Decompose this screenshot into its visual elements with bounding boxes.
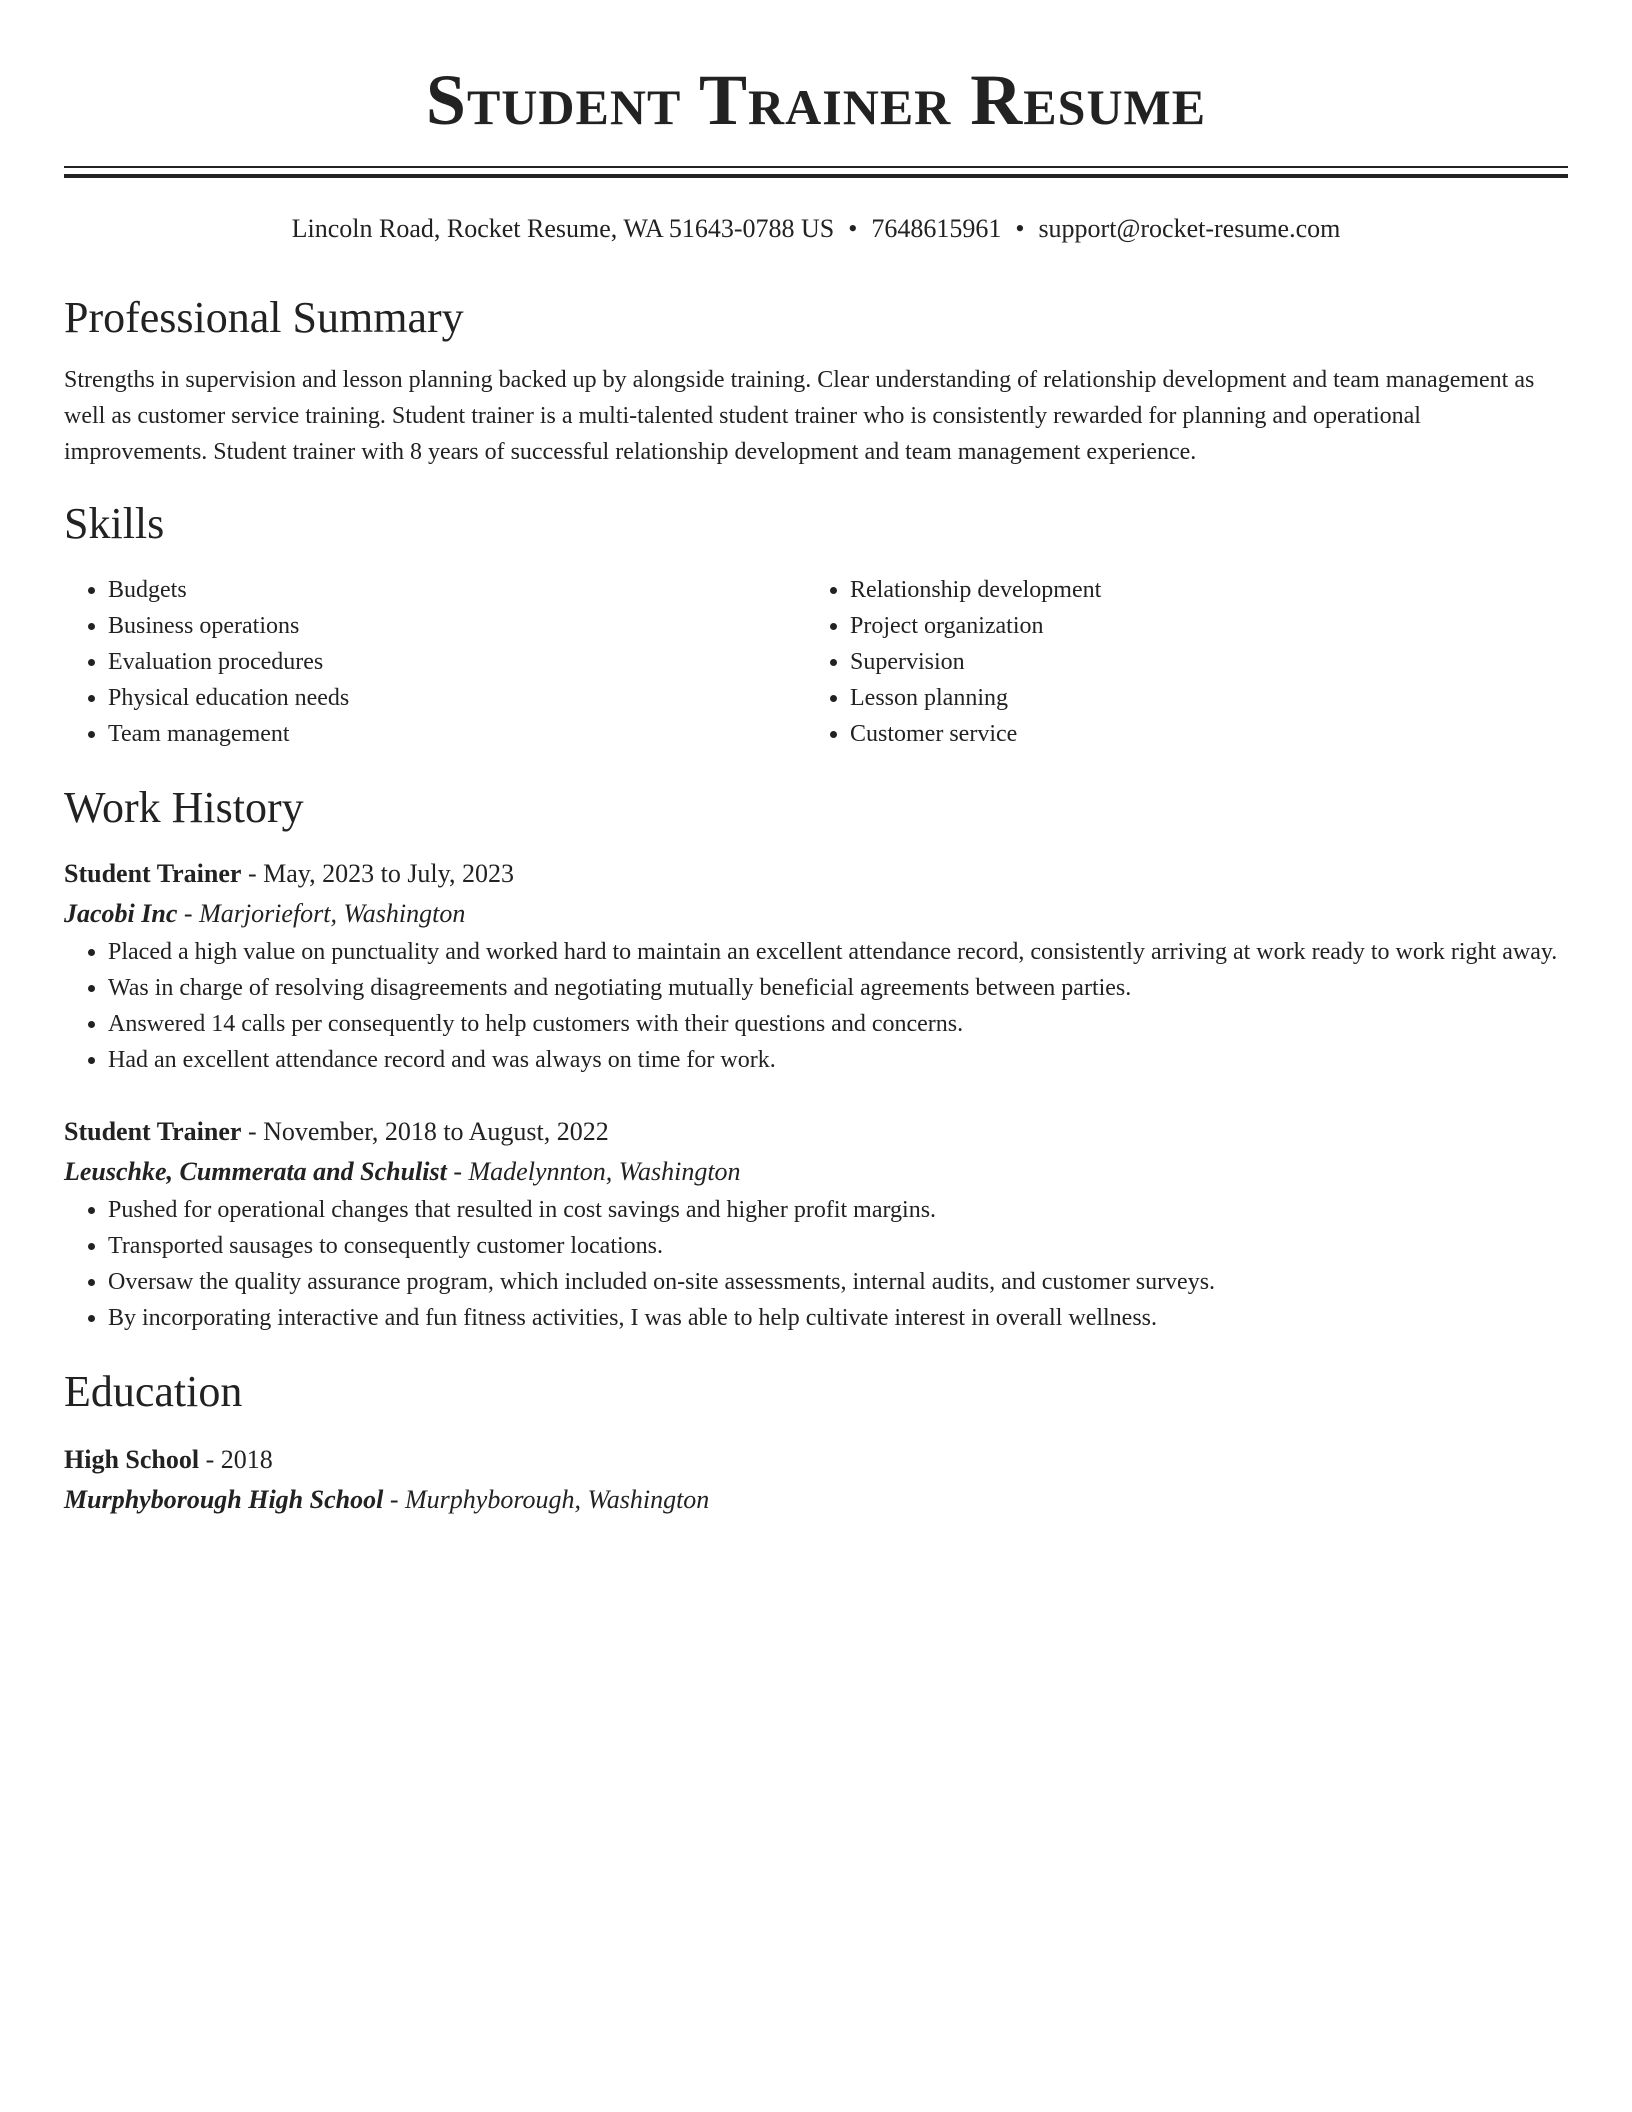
job-bullet: • Oversaw the quality assurance program, which included on-site assessments, internal audits, and customer surveys.: [108, 1264, 1568, 1300]
skill-item: • Team management: [108, 716, 806, 752]
job-title: Student Trainer: [64, 1117, 242, 1146]
summary-heading: Professional Summary: [64, 293, 464, 342]
contact-separator: •: [848, 214, 858, 243]
job-bullet: • Answered 14 calls per consequently to help customers with their questions and concerns.: [108, 1006, 1568, 1042]
work-history-section: [64, 780, 1568, 1336]
skills-heading: Skills: [64, 499, 165, 548]
skill-item: • Project organization: [850, 608, 1568, 644]
contact-separator: •: [1015, 214, 1025, 243]
job-dash: -: [446, 1157, 469, 1186]
education-dash: -: [383, 1485, 405, 1514]
job-dates: November, 2018 to August, 2022: [263, 1117, 609, 1146]
contact-line: [64, 212, 1568, 246]
skills-section: [64, 496, 1568, 752]
skill-item: • Evaluation procedures: [108, 644, 806, 680]
job-entry: [64, 854, 1568, 1078]
skill-item: • Customer service: [850, 716, 1568, 752]
education-header: [64, 1440, 1568, 1480]
skill-item: • Physical education needs: [108, 680, 806, 716]
job-dash: -: [241, 859, 264, 888]
job-bullet: • Was in charge of resolving disagreements and negotiating mutually beneficial agreements between parties.: [108, 970, 1568, 1006]
skills-grid: [64, 572, 1568, 752]
job-bullet: • Pushed for operational changes that resulted in cost savings and higher profit margins.: [108, 1192, 1568, 1228]
skill-item: • Lesson planning: [850, 680, 1568, 716]
summary-section: [64, 290, 1568, 470]
job-dates: May, 2023 to July, 2023: [263, 859, 514, 888]
education-location: Murphyborough, Washington: [405, 1485, 710, 1514]
title-divider: [64, 166, 1568, 178]
job-header: [64, 1112, 1568, 1152]
contact-email: support@rocket-resume.com: [1038, 214, 1341, 243]
contact-address: Lincoln Road, Rocket Resume, WA 51643-0788 US: [291, 214, 835, 243]
education-section: [64, 1364, 1568, 1520]
job-employer: [64, 894, 1568, 934]
education-school-line: [64, 1480, 1568, 1520]
skill-item: • Business operations: [108, 608, 806, 644]
job-bullets: [64, 1192, 1568, 1336]
resume-title: Student Trainer Resume: [425, 60, 1207, 140]
job-dash: -: [241, 1117, 264, 1146]
job-location: Madelynnton, Washington: [468, 1157, 741, 1186]
contact-phone: 7648615961: [871, 214, 1002, 243]
job-header: [64, 854, 1568, 894]
job-bullet: • Had an excellent attendance record and was always on time for work.: [108, 1042, 1568, 1078]
education-school: Murphyborough High School: [64, 1485, 384, 1514]
job-bullet: • Placed a high value on punctuality and worked hard to maintain an excellent attendance record, consistently arriving at work ready to work right away.: [108, 934, 1568, 970]
skill-item: • Relationship development: [850, 572, 1568, 608]
job-company: Leuschke, Cummerata and Schulist: [64, 1157, 447, 1186]
skill-item: • Budgets: [108, 572, 806, 608]
job-location: Marjoriefort, Washington: [199, 899, 466, 928]
job-bullet: • Transported sausages to consequently customer locations.: [108, 1228, 1568, 1264]
skill-item: • Supervision: [850, 644, 1568, 680]
job-entry: [64, 1112, 1568, 1336]
education-year: 2018: [220, 1445, 273, 1474]
skills-list-right: [806, 572, 1568, 752]
job-dash: -: [177, 899, 200, 928]
work-history-heading: Work History: [64, 783, 304, 832]
summary-text: Strengths in supervision and lesson planning backed up by alongside training. Clear understanding of relationship development and team management as well as customer service training. Student trainer is a multi-talented student trainer who is consistently rewarded for planning and operational improvements. Student trainer with 8 years of successful relationship development and team management experience.: [64, 367, 1535, 465]
job-bullets: [64, 934, 1568, 1078]
skills-list-left: [64, 572, 806, 752]
education-dash: -: [199, 1445, 221, 1474]
education-heading: Education: [64, 1367, 243, 1416]
education-degree: High School: [64, 1445, 200, 1474]
job-company: Jacobi Inc: [64, 899, 178, 928]
job-title: Student Trainer: [64, 859, 242, 888]
job-employer: [64, 1152, 1568, 1192]
job-bullet: • By incorporating interactive and fun fitness activities, I was able to help cultivate interest in overall wellness.: [108, 1300, 1568, 1336]
